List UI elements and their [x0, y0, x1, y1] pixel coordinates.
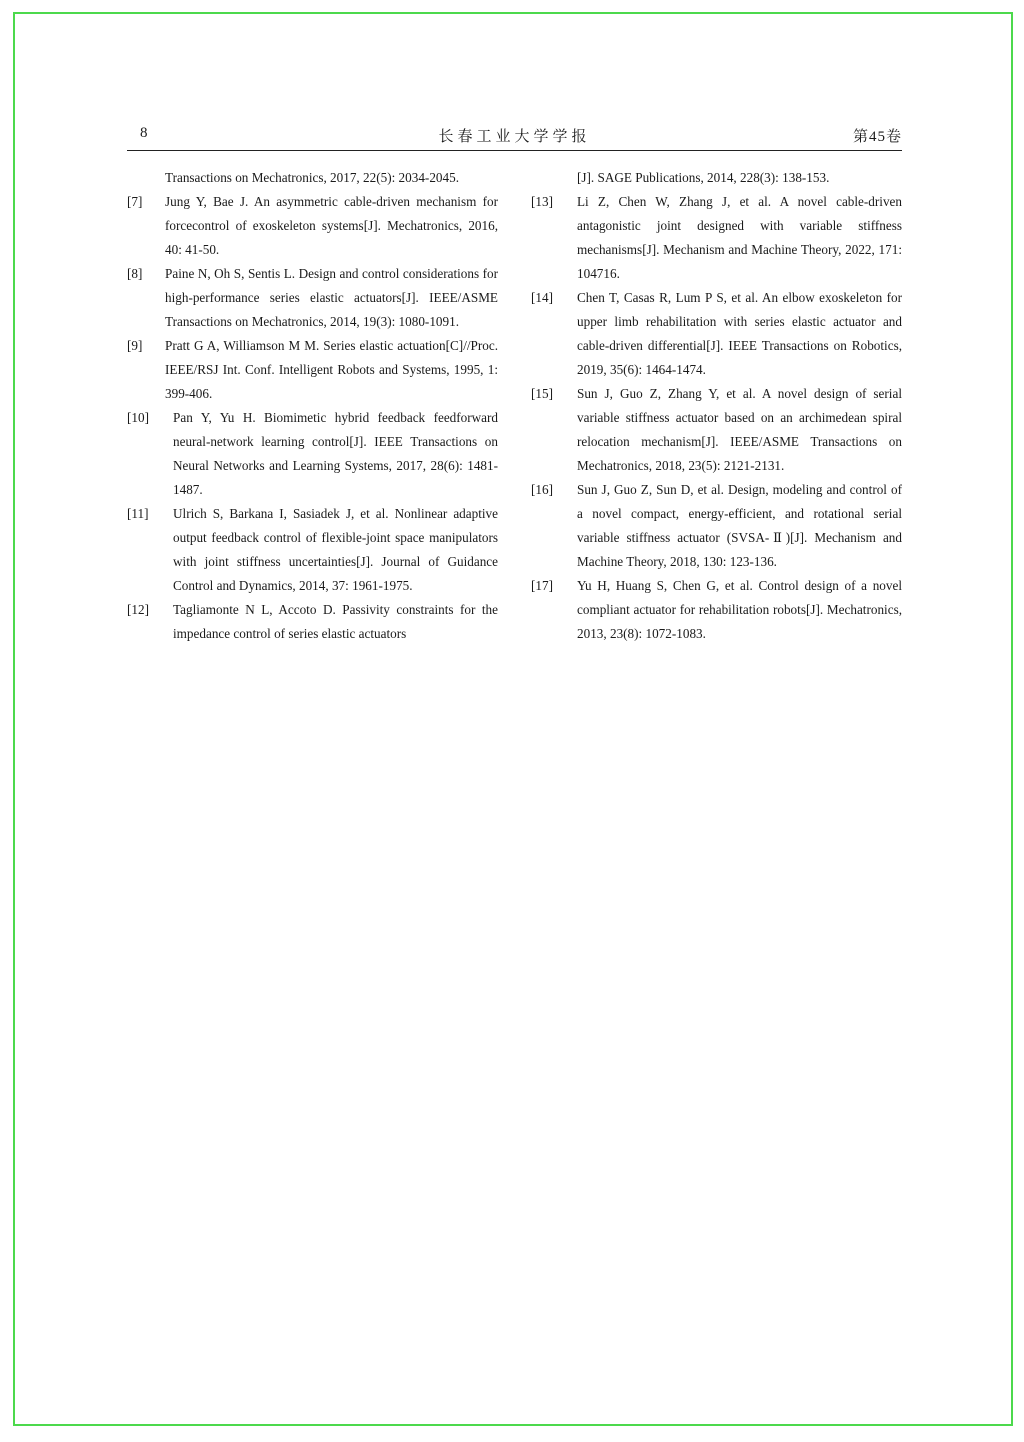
reference-entry	[127, 166, 498, 190]
reference-text: Yu H, Huang S, Chen G, et al. Control design of a novel compliant actuator for rehabilitation robots[J]. Mechatronics, 2013, 23(8): 1072-1083.	[577, 578, 902, 641]
reference-text: Transactions on Mechatronics, 2017, 22(5): 2034-2045.	[165, 170, 459, 185]
reference-entry	[127, 598, 498, 646]
reference-number: [10]	[127, 410, 149, 425]
running-header	[127, 122, 902, 151]
reference-number: [15]	[531, 386, 553, 401]
reference-text: Ulrich S, Barkana I, Sasiadek J, et al. Nonlinear adaptive output feedback control of flexible-joint space manipulators with joint stiffness uncertainties[J]. Journal of Guidance Control and Dynamics, 2014, 37: 1961-1975.	[173, 506, 498, 593]
reference-number: [7]	[127, 194, 143, 209]
journal-title: 长春工业大学学报	[438, 129, 591, 145]
references-right-column	[531, 166, 902, 646]
reference-number: [13]	[531, 194, 553, 209]
reference-text: Paine N, Oh S, Sentis L. Design and control considerations for high-performance series elastic actuators[J]. IEEE/ASME Transactions on Mechatronics, 2014, 19(3): 1080-1091.	[165, 266, 498, 329]
reference-text: Li Z, Chen W, Zhang J, et al. A novel cable-driven antagonistic joint designed with variable stiffness mechanisms[J]. Mechanism and Machine Theory, 2022, 171: 104716.	[577, 194, 902, 281]
reference-entry	[531, 190, 902, 286]
reference-entry	[127, 406, 498, 502]
reference-entry	[127, 190, 498, 262]
reference-number: [12]	[127, 602, 149, 617]
reference-number: [17]	[531, 578, 553, 593]
reference-text: Jung Y, Bae J. An asymmetric cable-driven mechanism for forcecontrol of exoskeleton systems[J]. Mechatronics, 2016, 40: 41-50.	[165, 194, 498, 257]
reference-entry	[531, 382, 902, 478]
reference-text: Chen T, Casas R, Lum P S, et al. An elbow exoskeleton for upper limb rehabilitation with series elastic actuator and cable-driven differential[J]. IEEE Transactions on Robotics, 2019, 35(6): 1464-1474.	[577, 290, 902, 377]
reference-number: [11]	[127, 506, 149, 521]
reference-entry	[127, 502, 498, 598]
reference-number: [14]	[531, 290, 553, 305]
reference-text: Tagliamonte N L, Accoto D. Passivity constraints for the impedance control of series elastic actuators	[173, 602, 498, 641]
reference-number: [9]	[127, 338, 143, 353]
reference-text: Sun J, Guo Z, Zhang Y, et al. A novel design of serial variable stiffness actuator based on an archimedean spiral relocation mechanism[J]. IEEE/ASME Transactions on Mechatronics, 2018, 23(5): 2121-2131.	[577, 386, 902, 473]
references-left-column	[127, 166, 498, 646]
reference-entry	[531, 574, 902, 646]
reference-entry	[127, 334, 498, 406]
reference-entry	[127, 262, 498, 334]
reference-entry	[531, 166, 902, 190]
volume-label: 第45卷	[852, 129, 902, 145]
reference-number: [16]	[531, 482, 553, 497]
reference-number: [8]	[127, 266, 143, 281]
reference-entry	[531, 478, 902, 574]
reference-text: [J]. SAGE Publications, 2014, 228(3): 138-153.	[577, 170, 830, 185]
reference-text: Pratt G A, Williamson M M. Series elastic actuation[C]//Proc. IEEE/RSJ Int. Conf. Intelligent Robots and Systems, 1995, 1: 399-406.	[165, 338, 498, 401]
reference-text: Pan Y, Yu H. Biomimetic hybrid feedback feedforward neural-network learning control[J]. IEEE Transactions on Neural Networks and Learning Systems, 2017, 28(6): 1481-1487.	[173, 410, 498, 497]
reference-text: Sun J, Guo Z, Sun D, et al. Design, modeling and control of a novel compact, energy-efficient, and rotational serial variable stiffness actuator (SVSA-Ⅱ)[J]. Mechanism and Machine Theory, 2018, 130: 123-136.	[577, 482, 902, 569]
reference-entry	[531, 286, 902, 382]
page-number: 8	[140, 125, 148, 141]
